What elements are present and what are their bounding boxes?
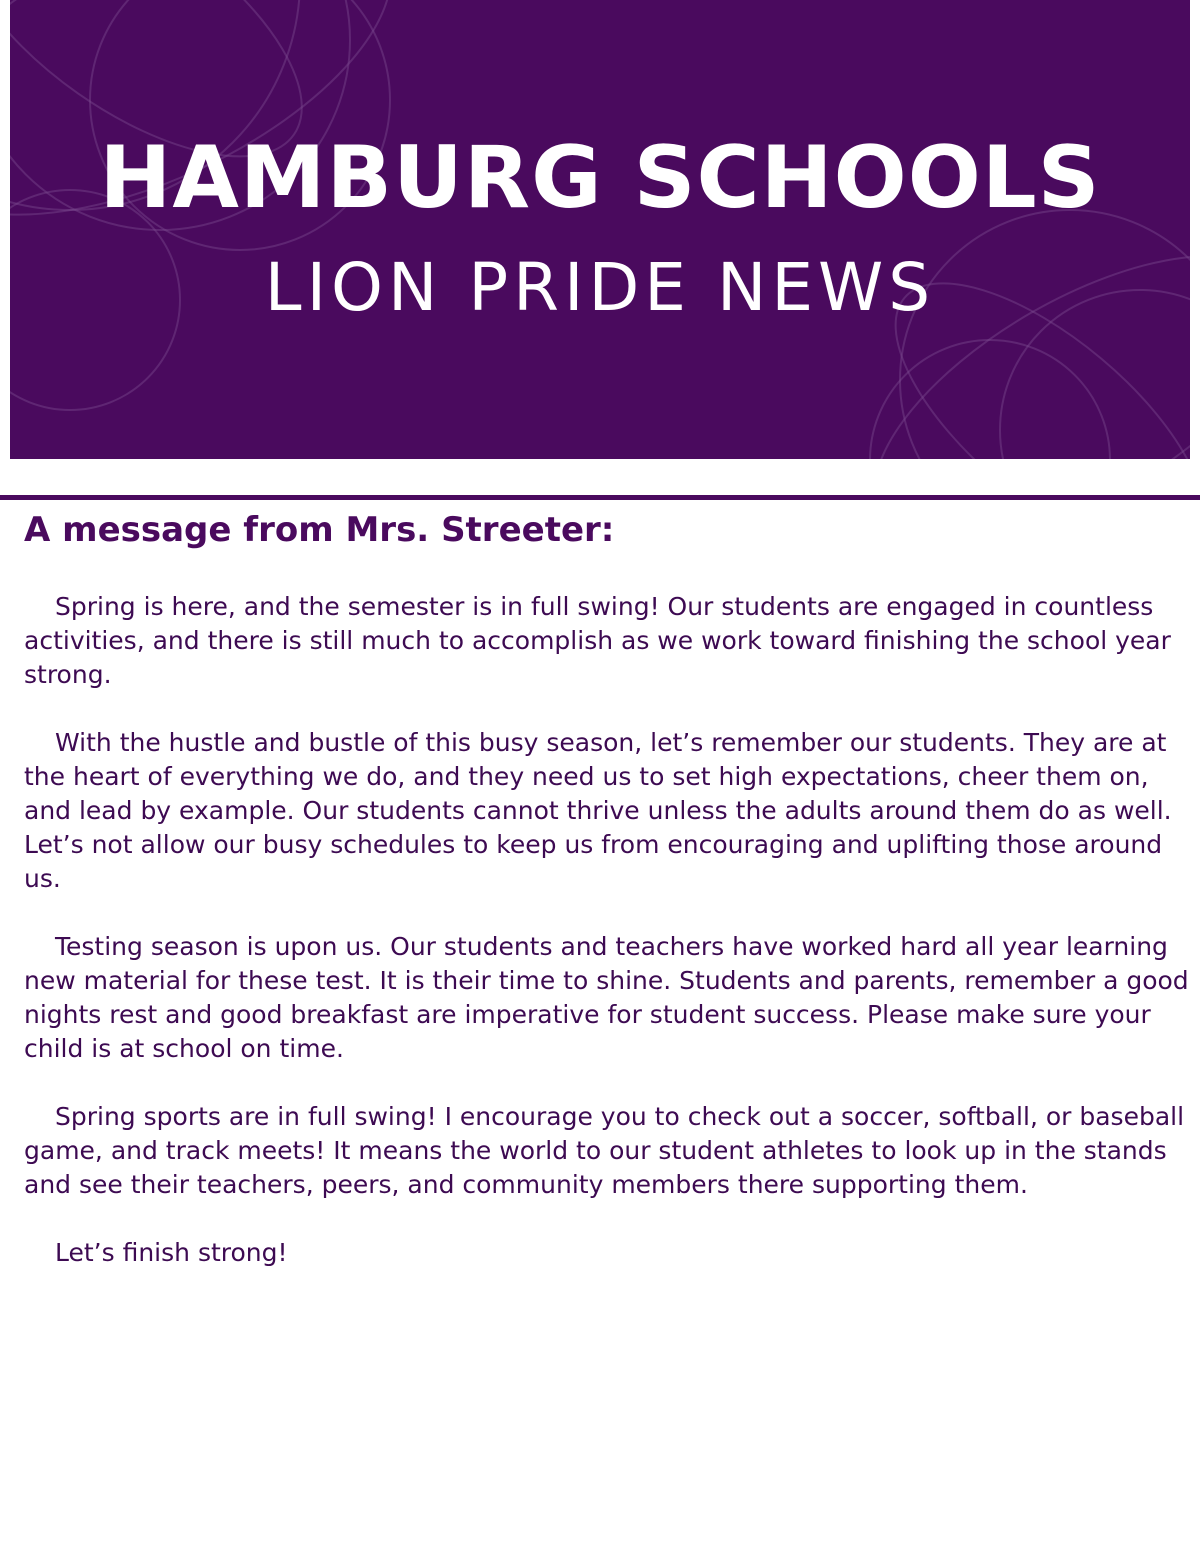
message-body — [24, 590, 1189, 1304]
newsletter-title: HAMBURG SCHOOLS — [99, 128, 1101, 228]
newsletter-subtitle: LION PRIDE NEWS — [264, 249, 936, 326]
message-closing: Let’s finish strong! — [55, 1238, 288, 1267]
message-paragraph: Spring is here, and the semester is in full swing! Our students are engaged in countless activities, and there is still much to accomplish as we work toward finishing the school year strong. — [24, 592, 1171, 689]
message-heading: A message from Mrs. Streeter: — [24, 510, 615, 550]
decorative-swirl-pattern — [10, 0, 1190, 459]
message-paragraph: Testing season is upon us. Our students and teachers have worked hard all year learning new material for these test. It is their time to shine. Students and parents, remember a good nights rest and good breakfast are imperative for student success. Please make sure your child is at school on time. — [24, 932, 1189, 1063]
section-divider — [0, 495, 1200, 500]
message-paragraph: With the hustle and bustle of this busy season, let’s remember our students. They are at the heart of everything we do, and they need us to set high expectations, cheer them on, and lead by example. Our students cannot thrive unless the adults around them do as well. Let’s not allow our busy schedules to keep us from encouraging and uplifting those around us. — [24, 728, 1172, 893]
newsletter-banner — [10, 0, 1190, 459]
message-paragraph: Spring sports are in full swing! I encourage you to check out a soccer, softball, or baseball game, and track meets! It means the world to our student athletes to look up in the stands and see their teachers, peers, and community members there supporting them. — [24, 1102, 1185, 1199]
